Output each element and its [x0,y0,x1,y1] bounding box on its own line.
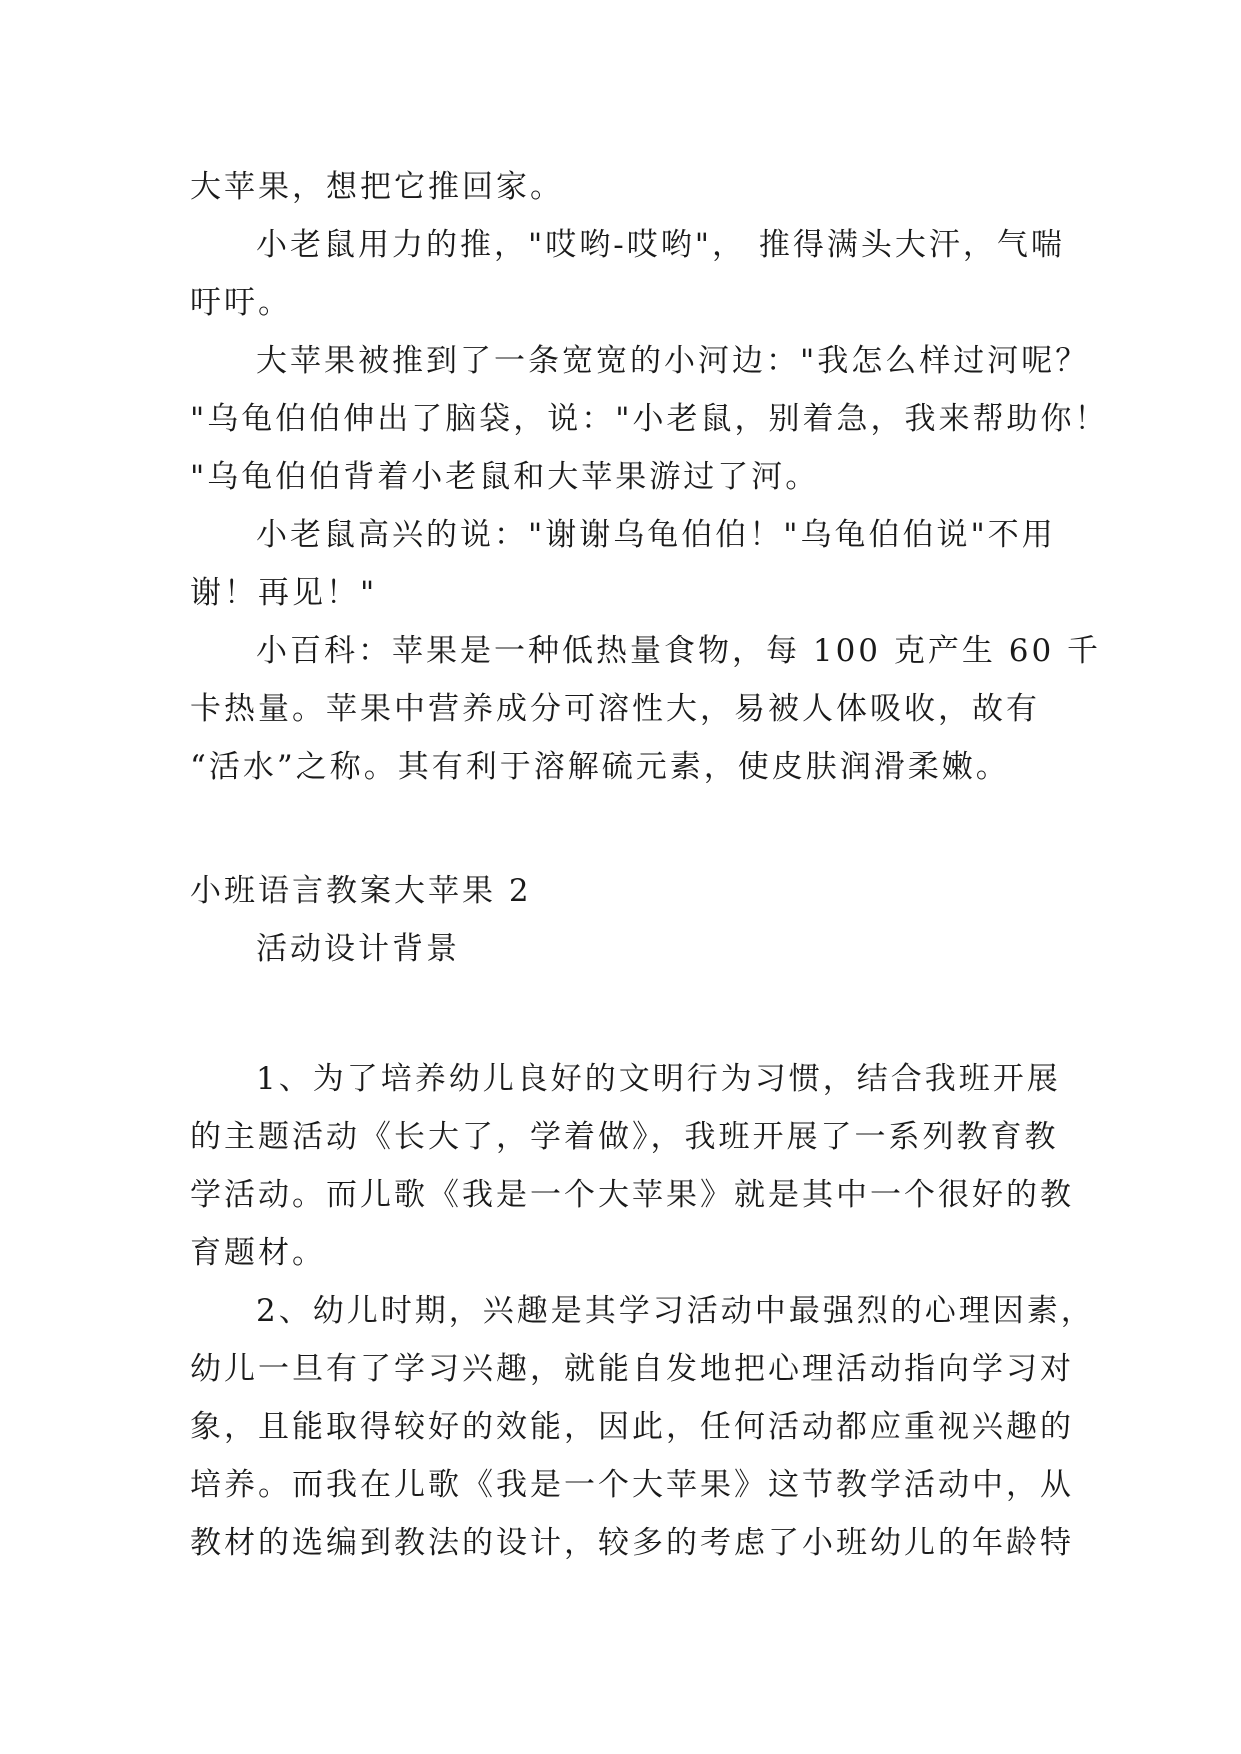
story-line: 大苹果，想把它推回家。 [190,169,564,205]
subheading [190,920,1050,978]
paragraph-line: 的主题活动《长大了，学着做》，我班开展了一系列教育教 [190,1119,1059,1155]
section-title-text: 小班语言教案大苹果 2 [190,873,532,909]
story-line: "乌龟伯伯伸出了脑袋，说："小老鼠，别着急，我来帮助你！ [190,401,1109,437]
subheading-text: 活动设计背景 [256,931,460,967]
story-text [190,158,1109,796]
story-line: 吁吁。 [190,285,292,321]
story-line: 小老鼠用力的推，"哎哟-哎哟"， 推得满头大汗，气喘 [256,227,1065,263]
section-title [190,862,1050,920]
paragraph-line: 培养。而我在儿歌《我是一个大苹果》这节教学活动中，从 [190,1467,1074,1503]
encyclopedia-line: 卡热量。苹果中营养成分可溶性大，易被人体吸收，故有 [190,691,1040,727]
paragraph-line: 幼儿一旦有了学习兴趣，就能自发地把心理活动指向学习对 [190,1351,1074,1387]
encyclopedia-line: 小百科：苹果是一种低热量食物，每 100 克产生 60 千 [256,633,1102,669]
paragraph-line: 象，且能取得较好的效能，因此，任何活动都应重视兴趣的 [190,1409,1074,1445]
paragraph-line: 1、为了培养幼儿良好的文明行为习惯，结合我班开展 [256,1061,1061,1097]
paragraph-line: 教材的选编到教法的设计，较多的考虑了小班幼儿的年龄特 [190,1525,1074,1561]
paragraph-line: 育题材。 [190,1235,326,1271]
story-line: 大苹果被推到了一条宽宽的小河边："我怎么样过河呢？ [256,343,1090,379]
story-line: "乌龟伯伯背着小老鼠和大苹果游过了河。 [190,459,820,495]
encyclopedia-line: “活水”之称。其有利于溶解硫元素，使皮肤润滑柔嫩。 [190,749,1010,785]
story-line: 小老鼠高兴的说："谢谢乌龟伯伯！"乌龟伯伯说"不用 [256,517,1056,553]
paragraph-line: 学活动。而儿歌《我是一个大苹果》就是其中一个很好的教 [190,1177,1074,1213]
story-line: 谢！再见！" [190,575,378,611]
background-text [190,1050,1095,1572]
paragraph-line: 2、幼儿时期，兴趣是其学习活动中最强烈的心理因素， [256,1293,1095,1329]
